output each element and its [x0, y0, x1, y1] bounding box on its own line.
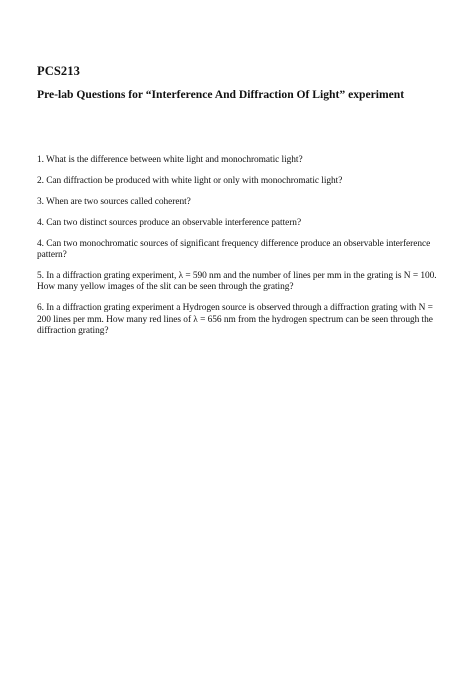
document-title: Pre-lab Questions for “Interference And Diffraction Of Light” experiment	[37, 88, 405, 101]
question-item: 1. What is the difference between white light and monochromatic light?	[37, 155, 303, 165]
question-item: 5. In a diffraction grating experiment, λ = 590 nm and the number of lines per mm in the grating is N = 100. How many yellow images of the slit can be seen through the grating?	[37, 271, 437, 293]
question-item: 4. Can two monochromatic sources of significant frequency difference produce an observable interference pattern?	[37, 239, 431, 261]
question-item: 4. Can two distinct sources produce an observable interference pattern?	[37, 218, 302, 228]
course-code: PCS213	[37, 64, 80, 78]
question-item: 2. Can diffraction be produced with white light or only with monochromatic light?	[37, 176, 343, 186]
question-list	[37, 155, 442, 347]
question-item: 3. When are two sources called coherent?	[37, 197, 191, 207]
question-item: 6. In a diffraction grating experiment a Hydrogen source is observed through a diffraction grating with N = 200 lines per mm. How many red lines of λ = 656 nm from the hydrogen spectrum can be seen through the diffraction grating?	[37, 303, 433, 336]
